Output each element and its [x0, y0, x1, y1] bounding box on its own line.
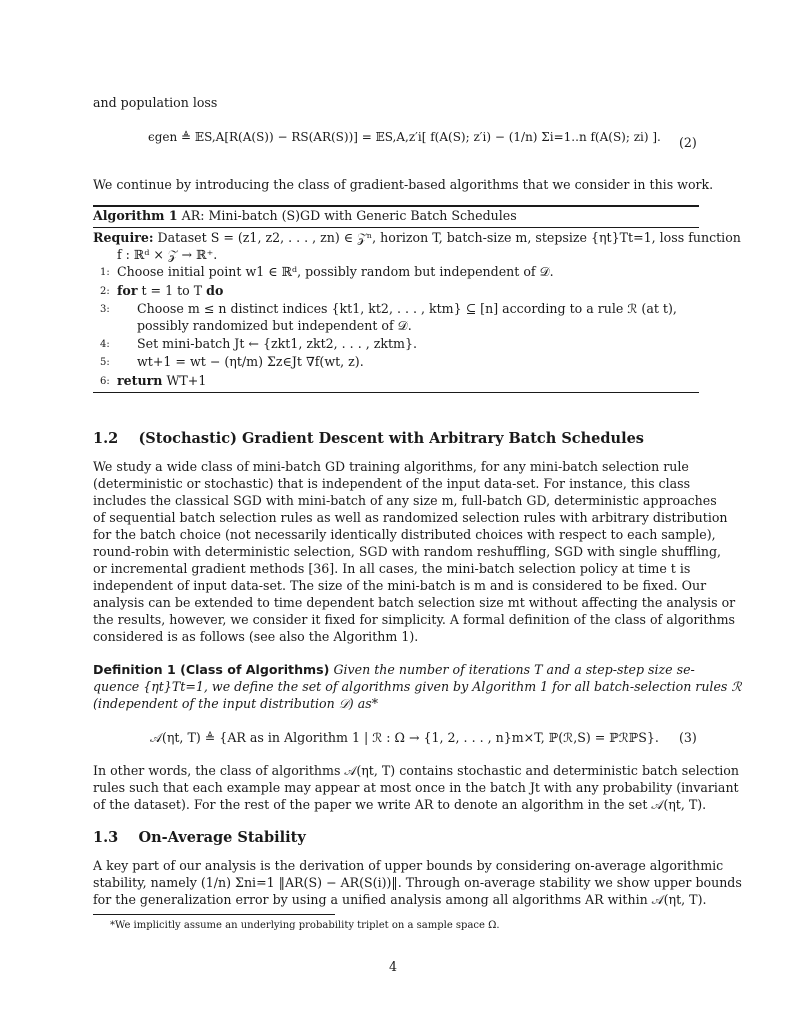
- step-text-5: wt+1 = wt − (ηt/m) Σz∈Jt ∇f(wt, z).: [137, 354, 364, 369]
- page-number: 4: [389, 959, 398, 974]
- s12-line-2: (deterministic or stochastic) that is independent of the input data-set. For instance, this class: [93, 476, 691, 491]
- paragraph-after-eq2: We continue by introducing the class of gradient-based algorithms that we consider in this work.: [93, 177, 714, 192]
- require-text-2: f : ℝᵈ × 𝒵 → ℝ⁺.: [117, 247, 218, 262]
- intro-text: and population loss: [93, 95, 218, 110]
- s13-line-3: for the generalization error by using a unified analysis among all algorithms AR within 𝒜(ηt, T).: [93, 892, 707, 907]
- step-text-4: Set mini-batch Jt ← {zkt1, zkt2, . . . , zktm}.: [137, 336, 417, 351]
- step-number-4: 4:: [100, 339, 110, 350]
- definition-head: Definition 1 (Class of Algorithms): [93, 662, 330, 677]
- s13-line-1: A key part of our analysis is the derivation of upper bounds by considering on-average algorithmic: [93, 858, 724, 873]
- definition-line-1: [93, 661, 699, 678]
- step-6-value: WT+1: [166, 373, 207, 388]
- s12-line-7: or incremental gradient methods [36]. In all cases, the mini-batch selection policy at time t is: [93, 561, 691, 576]
- step-text-1: Choose initial point w1 ∈ ℝᵈ, possibly random but independent of 𝒟.: [117, 264, 554, 279]
- after-eq3-line-2: rules such that each example may appear at most once in the batch Jt with any probability (invariant: [93, 780, 739, 795]
- step-number-2: 2:: [100, 286, 110, 297]
- require-label: Require:: [93, 230, 154, 245]
- s12-line-10: the results, however, we consider it fixed for simplicity. A formal definition of the class of algorithms: [93, 612, 736, 627]
- after-eq3-line-3: of the dataset). For the rest of the paper we write AR to denote an algorithm in the set 𝒜(ηt, T).: [93, 797, 707, 812]
- require-text: Dataset S = (z1, z2, . . . , zn) ∈ 𝒵ⁿ, horizon T, batch-size m, stepsize {ηt}Tt=1, loss function: [157, 230, 741, 245]
- step-text-6: [117, 373, 206, 389]
- step-2-for: for: [117, 283, 138, 298]
- section-1-3-body: [93, 857, 742, 908]
- section-1-2-title: (Stochastic) Gradient Descent with Arbitrary Batch Schedules: [138, 430, 644, 447]
- algorithm-label: Algorithm 1: [93, 208, 178, 223]
- equation-3: 𝒜(ηt, T) ≜ {AR as in Algorithm 1 | ℛ : Ω → {1, 2, . . . , n}m×T, ℙ(ℛ,S) = ℙℛℙS}.: [150, 730, 659, 745]
- s12-line-9: analysis can be extended to time dependent batch selection size mt without affecting the analysis or: [93, 595, 736, 610]
- s12-line-5: for the batch choice (not necessarily identically distributed choices with respect to each sample),: [93, 527, 716, 542]
- section-1-3-title: On-Average Stability: [138, 829, 306, 846]
- step-number-1: 1:: [100, 267, 110, 278]
- section-1-2-number: 1.2: [93, 430, 119, 447]
- algorithm-caption: [93, 208, 517, 224]
- equation-2-number: (2): [679, 135, 697, 150]
- equation-2: ϵgen ≜ 𝔼S,A[R(A(S)) − RS(AR(S))] = 𝔼S,A,z′i[ f(A(S); z′i) − (1/n) Σi=1..n f(A(S); zi) ].: [148, 130, 661, 144]
- step-number-3: 3:: [100, 304, 110, 315]
- step-2-do: do: [206, 283, 224, 298]
- section-1-3-heading: [93, 829, 306, 846]
- equation-3-number: (3): [679, 730, 697, 745]
- after-eq3-line-1: In other words, the class of algorithms 𝒜(ηt, T) contains stochastic and deterministic batch selection: [93, 763, 739, 778]
- algorithm-name: AR: Mini-batch (S)GD with Generic Batch Schedules: [181, 208, 517, 223]
- step-number-5: 5:: [100, 357, 110, 368]
- definition-text-1: Given the number of iterations T and a step-step size se-: [333, 662, 695, 677]
- step-number-6: 6:: [100, 376, 110, 387]
- step-2-range: t = 1 to T: [141, 283, 203, 298]
- definition-line-3: (independent of the input distribution 𝒟) as*: [93, 696, 378, 711]
- algorithm-bottom-rule: [93, 392, 699, 393]
- step-text-2: [117, 283, 223, 299]
- step-6-return: return: [117, 373, 163, 388]
- s12-line-8: independent of input data-set. The size of the mini-batch is m and is considered to be fixed. Our: [93, 578, 707, 593]
- algorithm-top-rule: [93, 205, 699, 207]
- s12-line-11: considered is as follows (see also the Algorithm 1).: [93, 629, 419, 644]
- s12-line-4: of sequential batch selection rules as well as randomized selection rules with arbitrary distribution: [93, 510, 728, 525]
- step-text-3-cont: possibly randomized but independent of 𝒟.: [137, 318, 412, 333]
- definition-line-2: quence {ηt}Tt=1, we define the set of algorithms given by Algorithm 1 for all batch-selection rules ℛ: [93, 679, 742, 694]
- section-1-3-number: 1.3: [93, 829, 119, 846]
- algorithm-header-rule: [93, 227, 699, 228]
- footnote-rule: [93, 914, 335, 915]
- s12-line-3: includes the classical SGD with mini-batch of any size m, full-batch GD, deterministic approaches: [93, 493, 717, 508]
- paragraph-after-eq3: [93, 762, 739, 813]
- definition-1: [93, 661, 742, 712]
- s13-line-2: stability, namely (1/n) Σni=1 ‖AR(S) − AR(S(i))‖. Through on-average stability we show upper bounds: [93, 875, 742, 890]
- algorithm-require: [93, 230, 741, 246]
- footnote-text: *We implicitly assume an underlying probability triplet on a sample space Ω.: [110, 920, 500, 931]
- section-1-2-body: [93, 458, 736, 645]
- section-1-2-heading: [93, 430, 644, 447]
- step-text-3: Choose m ≤ n distinct indices {kt1, kt2, . . . , ktm} ⊆ [n] according to a rule ℛ (at t),: [137, 301, 677, 316]
- s12-line-1: We study a wide class of mini-batch GD training algorithms, for any mini-batch selection rule: [93, 459, 689, 474]
- s12-line-6: round-robin with deterministic selection, SGD with random reshuffling, SGD with single shuffling,: [93, 544, 722, 559]
